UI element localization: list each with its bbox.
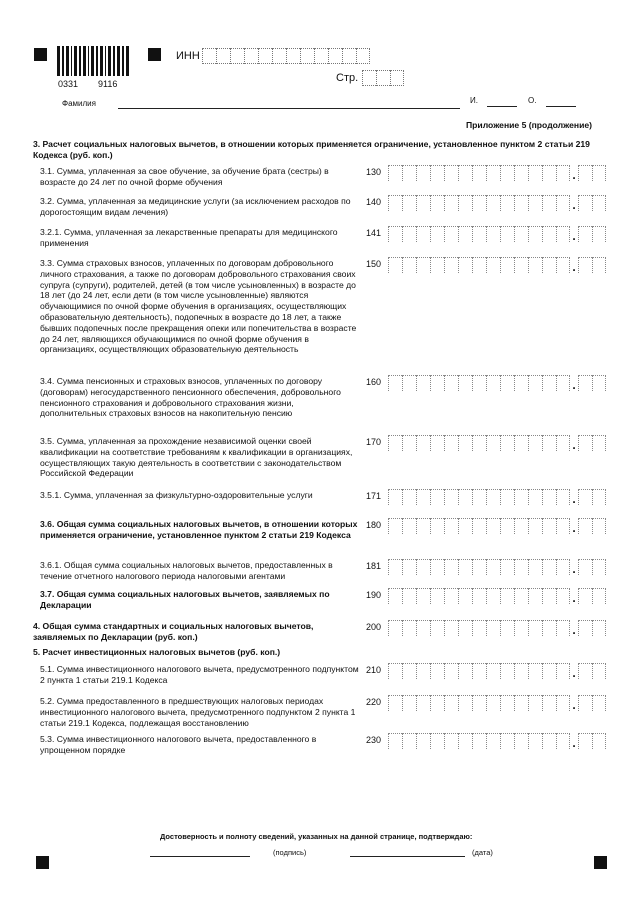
row-code: 140 [366,197,382,207]
row-code: 171 [366,491,382,501]
row-code: 220 [366,697,382,707]
decimal-point: . [572,562,576,576]
decimal-point: . [572,168,576,182]
registration-mark-bottom-right [594,856,607,869]
row-code: 180 [366,520,382,530]
row-code: 160 [366,377,382,387]
row-label: 4. Общая сумма стандартных и социальных налоговых вычетов, заявляемых по Декларации (руб. коп.) [33,621,314,642]
decimal-point: . [572,521,576,535]
surname-label: Фамилия [62,99,96,108]
initial-o-field[interactable] [546,106,576,107]
row-label: 3.7. Общая сумма социальных налоговых вычетов, заявляемых по Декларации [40,589,330,610]
row-label: 3.5. Сумма, уплаченная за прохождение независимой оценки своей квалификации на соответствие требованиям к квалификации в организациях, осуществляющих такую деятельность в соответствии с законодательством Российской Федерации [40,436,353,479]
row-code: 200 [366,622,382,632]
row-label: 3.2.1. Сумма, уплаченная за лекарственные препараты для медицинского применения [40,227,338,248]
decimal-point: . [572,260,576,274]
row-label: 5.1. Сумма инвестиционного налогового вычета, предусмотренного подпунктом 2 пункта 1 статьи 219.1 Кодекса [40,664,359,685]
amount-field[interactable] [388,588,606,604]
row-code: 150 [366,259,382,269]
date-field[interactable] [350,856,465,857]
amount-field[interactable] [388,195,606,211]
amount-field[interactable] [388,165,606,181]
row-label: 3.5.1. Сумма, уплаченная за физкультурно-оздоровительные услуги [40,490,313,500]
barcode-number-left: 0331 [58,79,79,89]
row-label: 3.2. Сумма, уплаченная за медицинские услуги (за исключением расходов по дорогостоящим видам лечения) [40,196,351,217]
appendix-title: Приложение 5 (продолжение) [466,120,593,130]
inn-label: ИНН [176,50,200,62]
decimal-point: . [572,438,576,452]
amount-field[interactable] [388,226,606,242]
decimal-point: . [572,492,576,506]
row-label: 5.3. Сумма инвестиционного налогового вычета, предоставленного в упрощенном порядке [40,734,317,755]
row-label: 3.1. Сумма, уплаченная за свое обучение, за обучение брата (сестры) в возрасте до 24 лет по очной форме обучения [40,166,329,187]
row-code: 141 [366,228,382,238]
section-3-title: 3. Расчет социальных налоговых вычетов, в отношении которых применяется ограничение, установленное пунктом 2 статьи 219 Кодекса (руб. коп.) [33,139,590,160]
amount-field[interactable] [388,559,606,575]
barcode-number-right: 9116 [98,79,118,89]
row-code: 170 [366,437,382,447]
confirm-text: Достоверность и полноту сведений, указанных на данной странице, подтверждаю: [160,832,473,841]
amount-field[interactable] [388,733,606,749]
amount-field[interactable] [388,620,606,636]
row-code: 190 [366,590,382,600]
amount-field[interactable] [388,435,606,451]
row-label: 5.2. Сумма предоставленного в предшествующих налоговых периодах инвестиционного налогового вычета, предусмотренного подпунктом 2 пункта 1 статьи 219.1 Кодекса, подлежащая восстановлению [40,696,356,728]
inn-field[interactable] [202,48,370,64]
decimal-point: . [572,229,576,243]
registration-mark-bottom-left [36,856,49,869]
initial-i-label: И. [470,96,478,105]
decimal-point: . [572,378,576,392]
row-label: 3.3. Сумма страховых взносов, уплаченных по договорам добровольного личного страхования, а также по договорам добровольного страхования своих супруга (супруги), родителей, детей (в том числе усыновленных) в возрасте до 18 лет (до 24 лет, если дети (в том числе усыновленные) являются обучающимися по очной форме обучения в организациях, осуществляющих образовательную деятельность), подопечных в возрасте до 18 лет, а также бывших подопечных после прекращения опеки или попечительства в возрасте до 24 лет, являющихся обучающимися по очной форме обучения в организациях, осуществляющих образовательную деятельность [40,258,357,355]
registration-mark-top-left [34,48,47,61]
row-label: 3.4. Сумма пенсионных и страховых взносов, уплаченных по договору (договорам) негосударственного пенсионного обеспечения, добровольного пенсионного страхования и добровольного страхования жизни, дополнительных страховых взносов на накопительную пенсию [40,376,341,419]
barcode [57,46,129,76]
surname-field[interactable] [118,108,460,109]
row-code: 181 [366,561,382,571]
signature-field[interactable] [150,856,250,857]
decimal-point: . [572,736,576,750]
row-code: 230 [366,735,382,745]
initial-i-field[interactable] [487,106,517,107]
page-number-field[interactable] [362,70,404,86]
amount-field[interactable] [388,695,606,711]
row-code: 130 [366,167,382,177]
row-label: 3.6. Общая сумма социальных налоговых вычетов, в отношении которых применяется ограничение, установленное пунктом 2 статьи 219 Кодекса [40,519,358,540]
amount-field[interactable] [388,663,606,679]
initial-o-label: О. [528,96,537,105]
amount-field[interactable] [388,257,606,273]
decimal-point: . [572,623,576,637]
page-label: Стр. [336,72,359,84]
row-code: 210 [366,665,382,675]
row-label: 3.6.1. Общая сумма социальных налоговых вычетов, предоставленных в течение отчетного налогового периода налоговыми агентами [40,560,333,581]
amount-field[interactable] [388,518,606,534]
decimal-point: . [572,591,576,605]
decimal-point: . [572,198,576,212]
section-5-title: 5. Расчет инвестиционных налоговых вычетов (руб. коп.) [33,647,281,657]
signature-label: (подпись) [273,848,307,857]
date-label: (дата) [472,848,493,857]
registration-mark-top-mid [148,48,161,61]
decimal-point: . [572,666,576,680]
amount-field[interactable] [388,489,606,505]
amount-field[interactable] [388,375,606,391]
decimal-point: . [572,698,576,712]
